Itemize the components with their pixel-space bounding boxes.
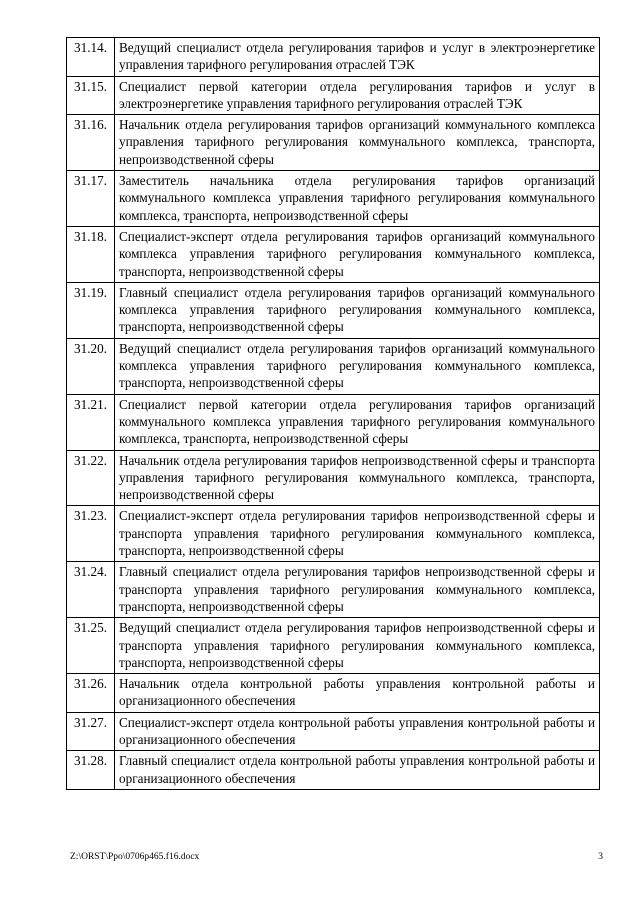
- row-number: 31.23.: [67, 506, 115, 562]
- position-title: Специалист-эксперт отдела контрольной работы управления контрольной работы и организационного обеспечения: [115, 712, 600, 751]
- position-title: Специалист-эксперт отдела регулирования тарифов непроизводственной сферы и транспорта управления тарифного регулирования коммунального комплекса, транспорта, непроизводственной сферы: [115, 506, 600, 562]
- table-row: [67, 751, 600, 790]
- row-number: 31.22.: [67, 450, 115, 506]
- position-title: Главный специалист отдела регулирования тарифов организаций коммунального комплекса управления тарифного регулирования коммунального комплекса, транспорта, непроизводственной сферы: [115, 282, 600, 338]
- position-title: Начальник отдела контрольной работы управления контрольной работы и организационного обеспечения: [115, 674, 600, 713]
- row-number: 31.28.: [67, 751, 115, 790]
- position-title: Специалист первой категории отдела регулирования тарифов организаций коммунального комплекса управления тарифного регулирования коммунального комплекса, транспорта, непроизводственной сферы: [115, 394, 600, 450]
- table-row: [67, 562, 600, 618]
- position-title: Ведущий специалист отдела регулирования тарифов и услуг в электроэнергетике управления тарифного регулирования отраслей ТЭК: [115, 38, 600, 77]
- position-title: Главный специалист отдела регулирования тарифов непроизводственной сферы и транспорта управления тарифного регулирования коммунального комплекса, транспорта, непроизводственной сферы: [115, 562, 600, 618]
- row-number: 31.27.: [67, 712, 115, 751]
- row-number: 31.17.: [67, 171, 115, 227]
- row-number: 31.25.: [67, 618, 115, 674]
- position-title: Главный специалист отдела контрольной работы управления контрольной работы и организационного обеспечения: [115, 751, 600, 790]
- table-row: [67, 115, 600, 171]
- position-title: Специалист первой категории отдела регулирования тарифов и услуг в электроэнергетике управления тарифного регулирования отраслей ТЭК: [115, 76, 600, 115]
- row-number: 31.21.: [67, 394, 115, 450]
- table-row: [67, 282, 600, 338]
- table-row: [67, 674, 600, 713]
- row-number: 31.20.: [67, 338, 115, 394]
- page-number: 3: [598, 852, 603, 862]
- table-row: [67, 338, 600, 394]
- row-number: 31.19.: [67, 282, 115, 338]
- table-row: [67, 506, 600, 562]
- row-number: 31.24.: [67, 562, 115, 618]
- position-title: Начальник отдела регулирования тарифов организаций коммунального комплекса управления тарифного регулирования коммунального комплекса, транспорта, непроизводственной сферы: [115, 115, 600, 171]
- table-row: [67, 76, 600, 115]
- row-number: 31.16.: [67, 115, 115, 171]
- table-row: [67, 394, 600, 450]
- position-title: Ведущий специалист отдела регулирования тарифов организаций коммунального комплекса управления тарифного регулирования коммунального комплекса, транспорта, непроизводственной сферы: [115, 338, 600, 394]
- table-row: [67, 712, 600, 751]
- table-row: [67, 450, 600, 506]
- table-row: [67, 171, 600, 227]
- position-title: Специалист-эксперт отдела регулирования тарифов организаций коммунального комплекса управления тарифного регулирования коммунального комплекса, транспорта, непроизводственной сферы: [115, 226, 600, 282]
- table-row: [67, 226, 600, 282]
- position-title: Начальник отдела регулирования тарифов непроизводственной сферы и транспорта управления тарифного регулирования коммунального комплекса, транспорта, непроизводственной сферы: [115, 450, 600, 506]
- file-path: Z:\ORST\Ppo\0706p465.f16.docx: [70, 852, 200, 862]
- row-number: 31.15.: [67, 76, 115, 115]
- position-title: Ведущий специалист отдела регулирования тарифов непроизводственной сферы и транспорта управления тарифного регулирования коммунального комплекса, транспорта, непроизводственной сферы: [115, 618, 600, 674]
- positions-table-body: [67, 38, 600, 790]
- table-row: [67, 618, 600, 674]
- row-number: 31.18.: [67, 226, 115, 282]
- positions-table: [66, 37, 600, 790]
- table-row: [67, 38, 600, 77]
- row-number: 31.14.: [67, 38, 115, 77]
- position-title: Заместитель начальника отдела регулирования тарифов организаций коммунального комплекса управления тарифного регулирования коммунального комплекса, транспорта, непроизводственной сферы: [115, 171, 600, 227]
- row-number: 31.26.: [67, 674, 115, 713]
